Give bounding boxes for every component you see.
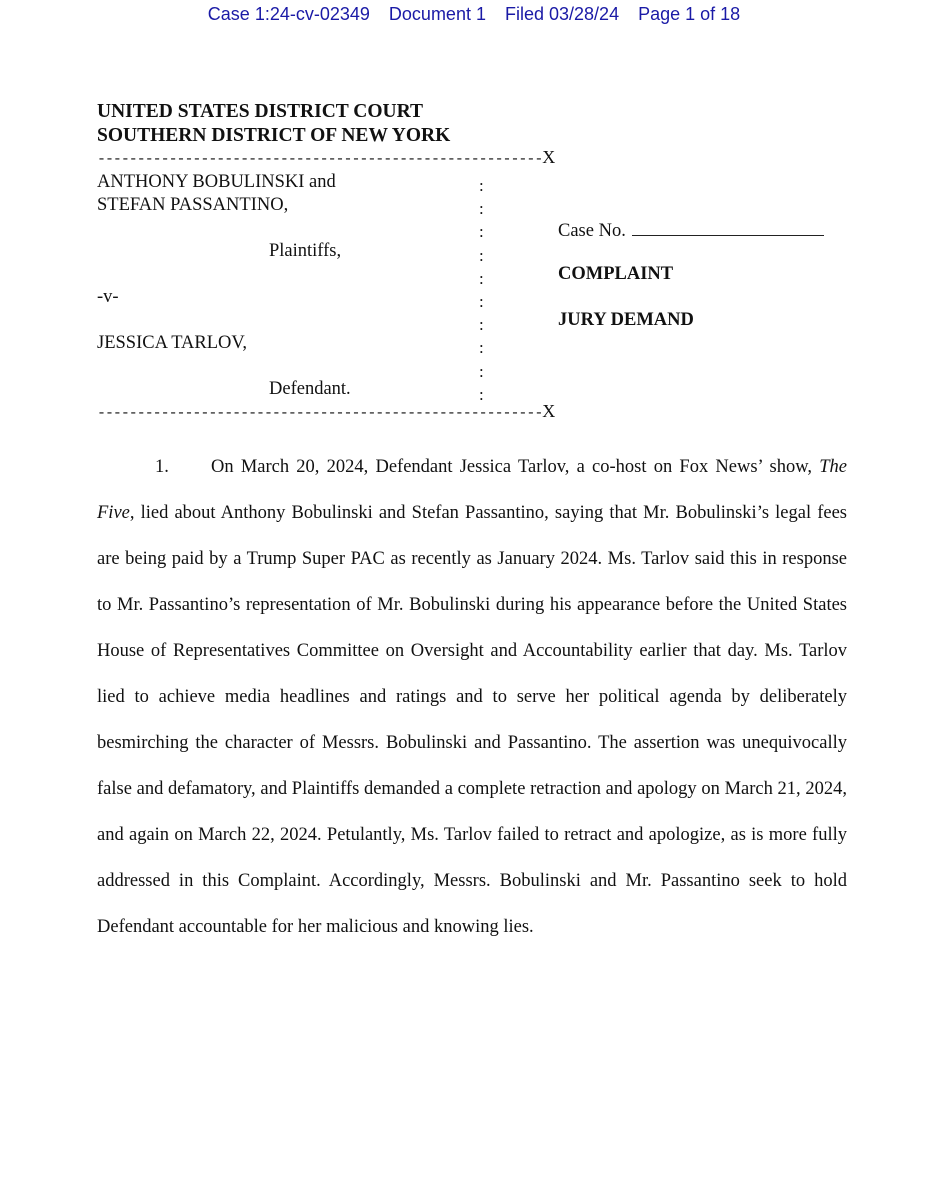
defendant-name: JESSICA TARLOV, [97,333,247,353]
filed-date: Filed 03/28/24 [505,4,620,24]
case-no-field [558,218,824,242]
court-name: UNITED STATES DISTRICT COURT [97,101,424,122]
complaint-title: COMPLAINT [558,264,674,284]
plaintiff-1: ANTHONY BOBULINSKI and [97,172,336,192]
jury-demand-title: JURY DEMAND [558,310,694,330]
court-district: SOUTHERN DISTRICT OF NEW YORK [97,125,451,146]
paragraph-text-b: , lied about Anthony Bobulinski and Stefan Passantino, saying that Mr. Bobulinski’s legal fees are being paid by a Trump Super PAC as recently as January 2024. Ms. Tarlov said this in response to Mr. Passantino’s representation of Mr. Bobulinski during his appearance before the United States House of Representatives Committee on Oversight and Accountability earlier that day. Ms. Tarlov lied to achieve media headlines and ratings and to serve her political agenda by deliberately besmirching the character of Messrs. Bobulinski and Passantino. The assertion was unequivocally false and defamatory, and Plaintiffs demanded a complete retraction and apology on March 21, 2024, and again on March 22, 2024. Petulantly, Ms. Tarlov failed to retract and apologize, as is more fully addressed in this Complaint. Accordingly, Messrs. Bobulinski and Mr. Passantino seek to hold Defendant accountable for her malicious and knowing lies. [97,503,847,937]
case-no-label: Case No. [558,221,626,241]
case-number: Case 1:24-cv-02349 [207,4,370,24]
show-title: The Five [97,457,847,523]
filing-header [0,4,948,25]
caption-bottom-x: X [542,401,556,421]
paragraph-1 [97,444,847,950]
page-indicator: Page 1 of 18 [638,4,741,24]
paragraph-number: 1. [155,457,169,477]
document-number: Document 1 [388,4,486,24]
caption-bottom-rule [97,401,555,422]
defendant-label: Defendant. [269,379,351,399]
case-no-blank [632,218,824,236]
plaintiffs-label: Plaintiffs, [269,241,342,261]
court-heading [97,100,450,148]
plaintiff-2: STEFAN PASSANTINO, [97,195,289,215]
caption-top-x: X [542,147,556,167]
caption-colons: : : : : : : : : : : [479,176,484,404]
paragraph-text-a: On March 20, 2024, Defendant Jessica Tarlov, a co-host on Fox News’ show, [211,457,820,477]
caption-top-dashes: -------------------------------------------------------- [97,151,543,168]
versus: -v- [97,287,119,307]
caption-top-rule [97,147,555,168]
caption-bottom-dashes: -------------------------------------------------------- [97,405,543,422]
